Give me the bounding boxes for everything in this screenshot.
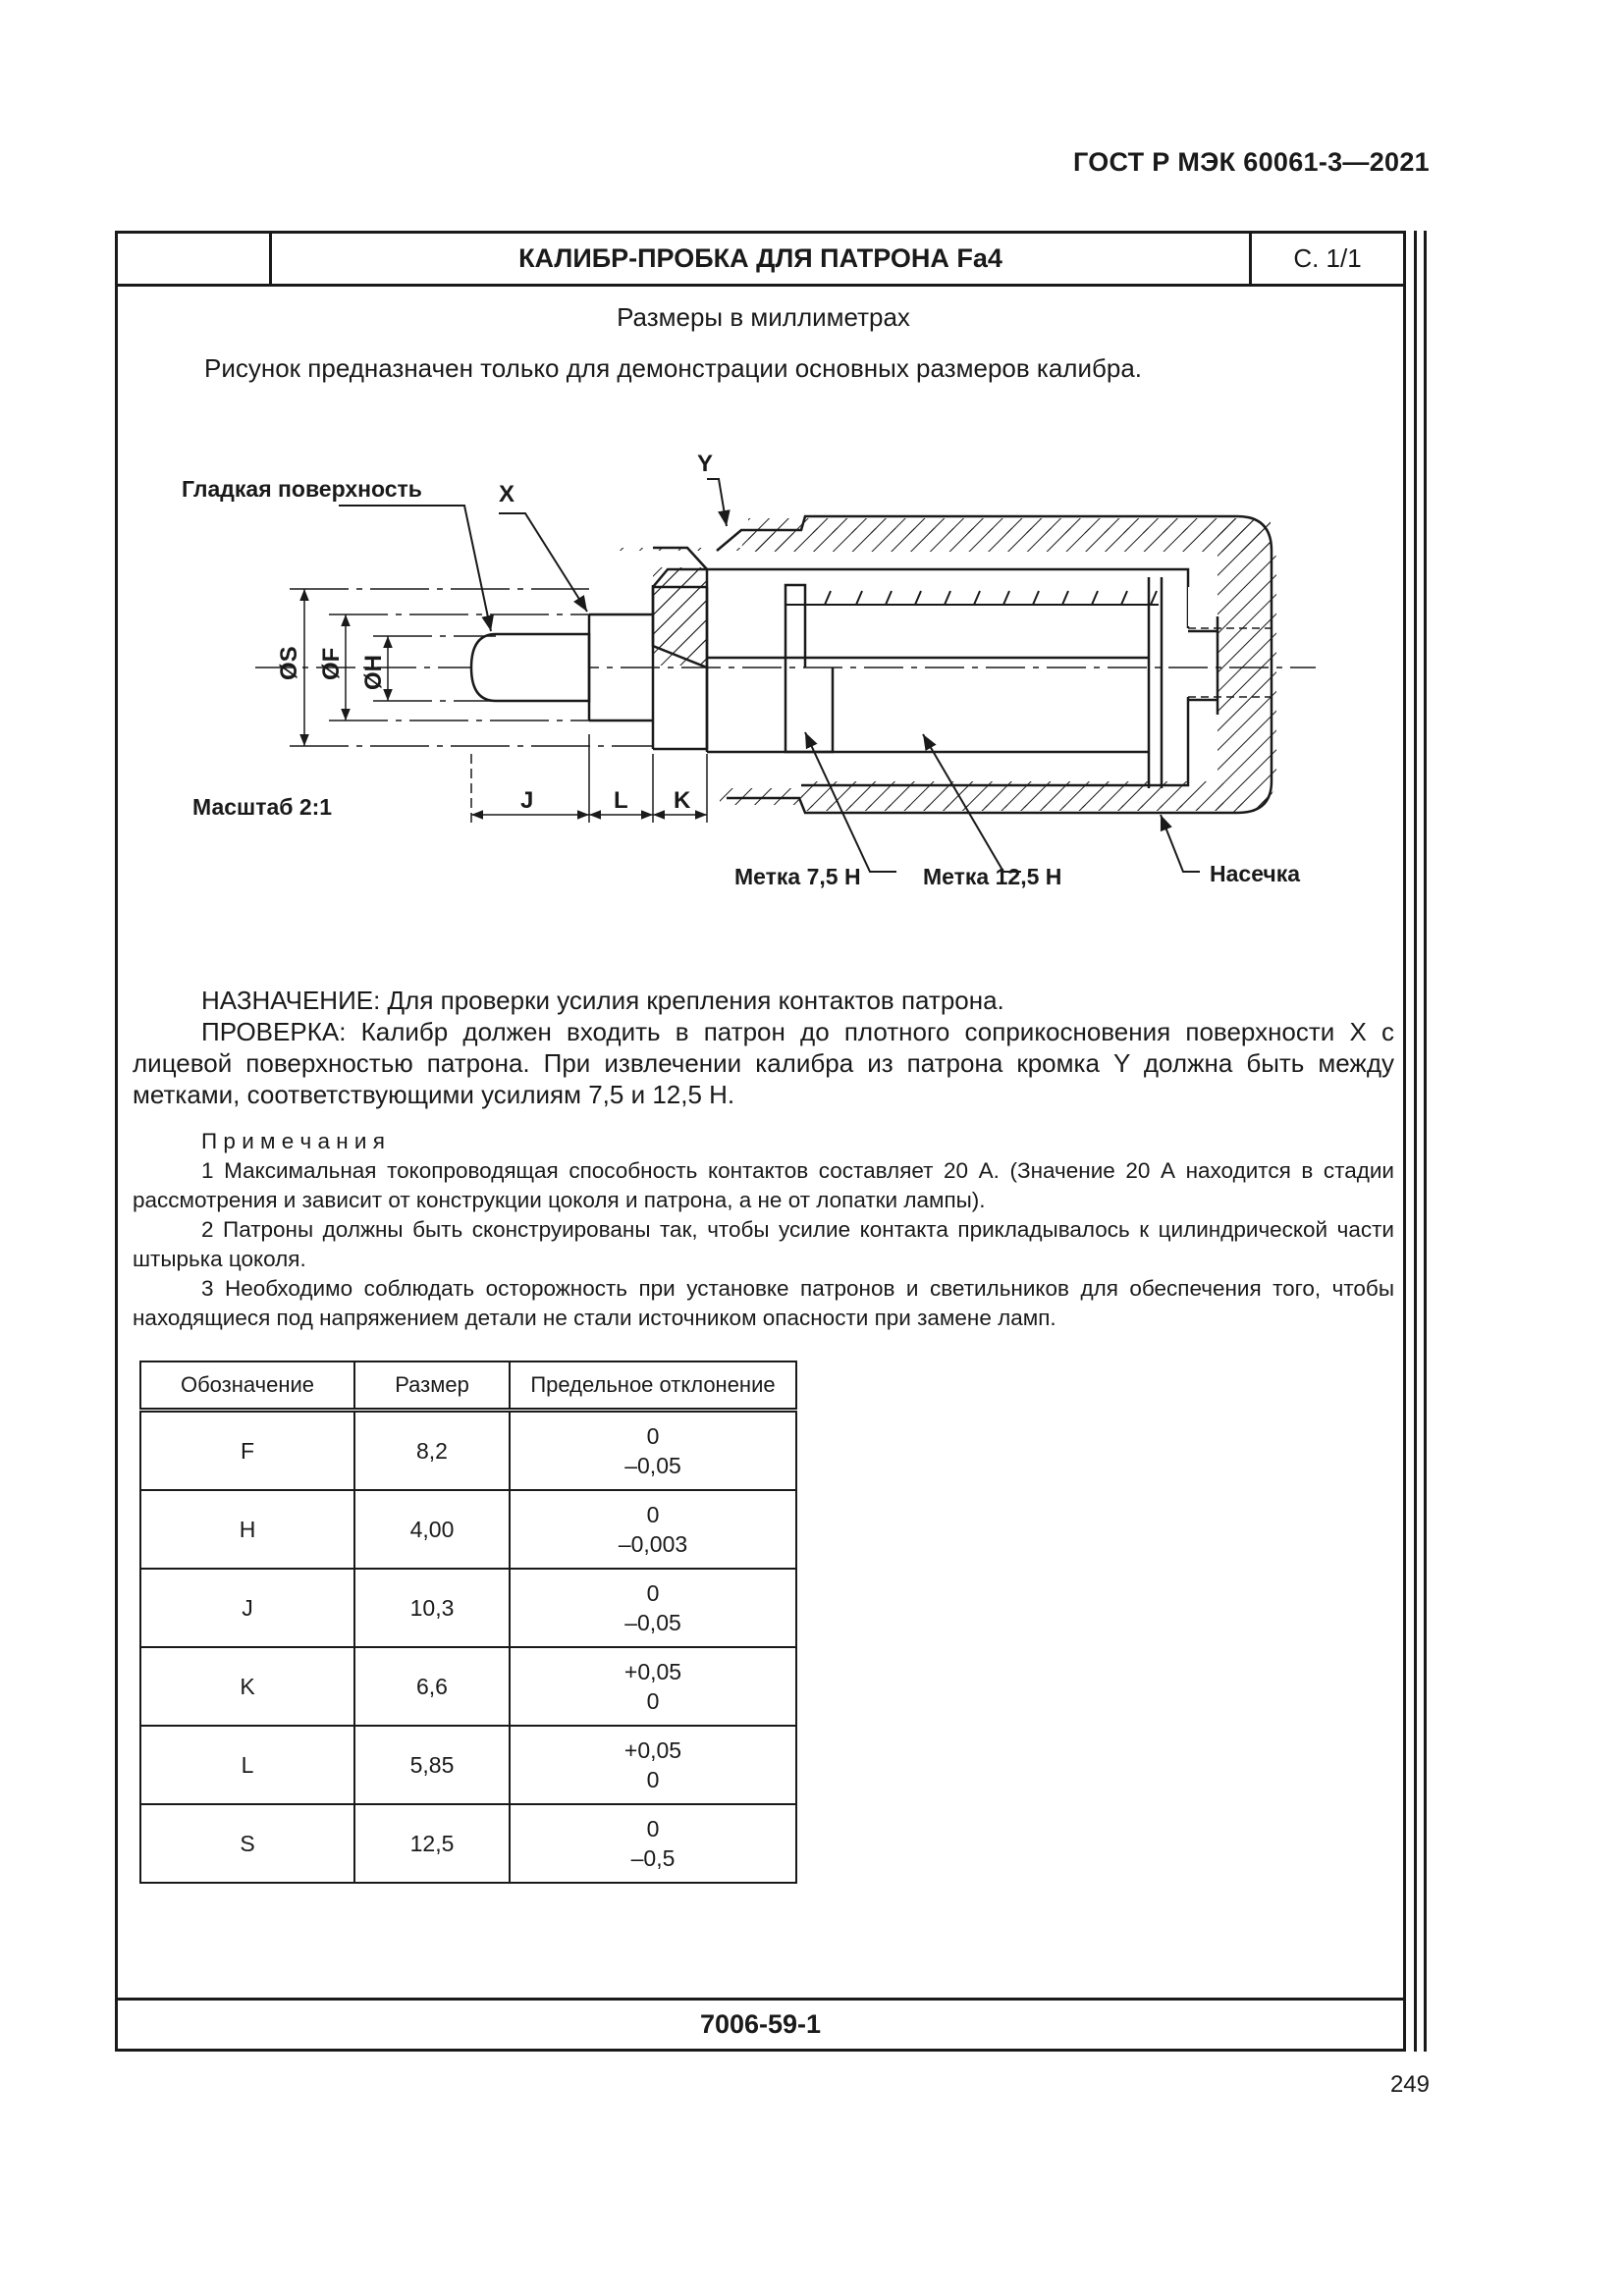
table-row: L 5,85 +0,05 0 [140, 1726, 796, 1804]
gauge-pin [471, 634, 589, 701]
plunger [785, 585, 833, 752]
label-mark-7-5: Метка 7,5 Н [734, 864, 861, 889]
col-header-deviation: Предельное отклонение [510, 1362, 796, 1411]
header-empty-cell [118, 234, 272, 284]
spring-coils [785, 591, 1159, 605]
col-header-size: Размер [354, 1362, 510, 1411]
label-smooth-surface: Гладкая поверхность [182, 476, 422, 502]
table-row: S 12,5 0 –0,5 [140, 1804, 796, 1883]
sheet-footer-code: 7006-59-1 [118, 1998, 1403, 2049]
label-l: L [614, 787, 628, 814]
table-row: F 8,2 0 –0,05 [140, 1411, 796, 1491]
col-header-designation: Обозначение [140, 1362, 354, 1411]
standard-code: ГОСТ Р МЭК 60061-3—2021 [1072, 147, 1430, 177]
page-number: 249 [1389, 2071, 1430, 2098]
units-note: Размеры в миллиметрах [617, 302, 910, 332]
label-knurl: Насечка [1210, 861, 1301, 886]
label-k: K [674, 787, 691, 814]
label-j: J [520, 787, 534, 814]
note-3: 3 Необходимо соблюдать осторожность при установке патронов и светильников для обеспечения того, чтобы находящиеся под напряжением детали не стали источником опасности при замене ламп. [133, 1276, 1394, 1330]
label-f: ØF [318, 647, 345, 680]
housing-hatch-right [1218, 518, 1271, 812]
label-h: ØH [360, 655, 387, 690]
check-paragraph [133, 1016, 1394, 1110]
table-row: K 6,6 +0,05 0 [140, 1647, 796, 1726]
note-1: 1 Максимальная токопроводящая способность контактов составляет 20 А. (Значение 20 А находится в стадии рассмотрения и зависит от конструкции цоколя и патрона, а не от лопатки лампы). [133, 1158, 1394, 1212]
gauge-drawing [177, 410, 1384, 921]
label-mark-12-5: Метка 12,5 Н [923, 864, 1062, 889]
sheet-title: КАЛИБР-ПРОБКА ДЛЯ ПАТРОНА Fa4 [272, 234, 1252, 284]
drawing-sheet [115, 231, 1406, 2052]
table-row: H 4,00 0 –0,003 [140, 1490, 796, 1569]
label-y: Y [697, 451, 714, 477]
sheet-header [118, 234, 1403, 287]
margin-rule [1424, 231, 1427, 2052]
label-x: X [499, 481, 515, 507]
demo-note: Рисунок предназначен только для демонстрации основных размеров калибра. [204, 353, 1143, 383]
sheet-number: С. 1/1 [1293, 243, 1362, 273]
table-row: J 10,3 0 –0,05 [140, 1569, 796, 1647]
check-text: ПРОВЕРКА: Калибр должен входить в патрон до плотного соприкосновения поверхности X с лицевой поверхностью патрона. При извлечении калибра из патрона кромка Y должна быть между метками, соответствующими усилиям 7,5 и 12,5 Н. [133, 1017, 1394, 1109]
purpose-text: НАЗНАЧЕНИЕ: Для проверки усилия крепления контактов патрона. [201, 986, 1004, 1015]
purpose-paragraph [133, 985, 1394, 1016]
housing-hatch-top [748, 518, 1271, 552]
margin-rule [1414, 231, 1417, 2052]
notes-title: П р и м е ч а н и я [201, 1129, 385, 1153]
label-s: ØS [276, 646, 302, 680]
note-2: 2 Патроны должны быть сконструированы так, чтобы усилие контакта прикладывалось к цилиндрической части штырька цоколя. [133, 1217, 1394, 1271]
label-scale: Масштаб 2:1 [192, 794, 333, 820]
dimensions-table [139, 1361, 797, 1884]
